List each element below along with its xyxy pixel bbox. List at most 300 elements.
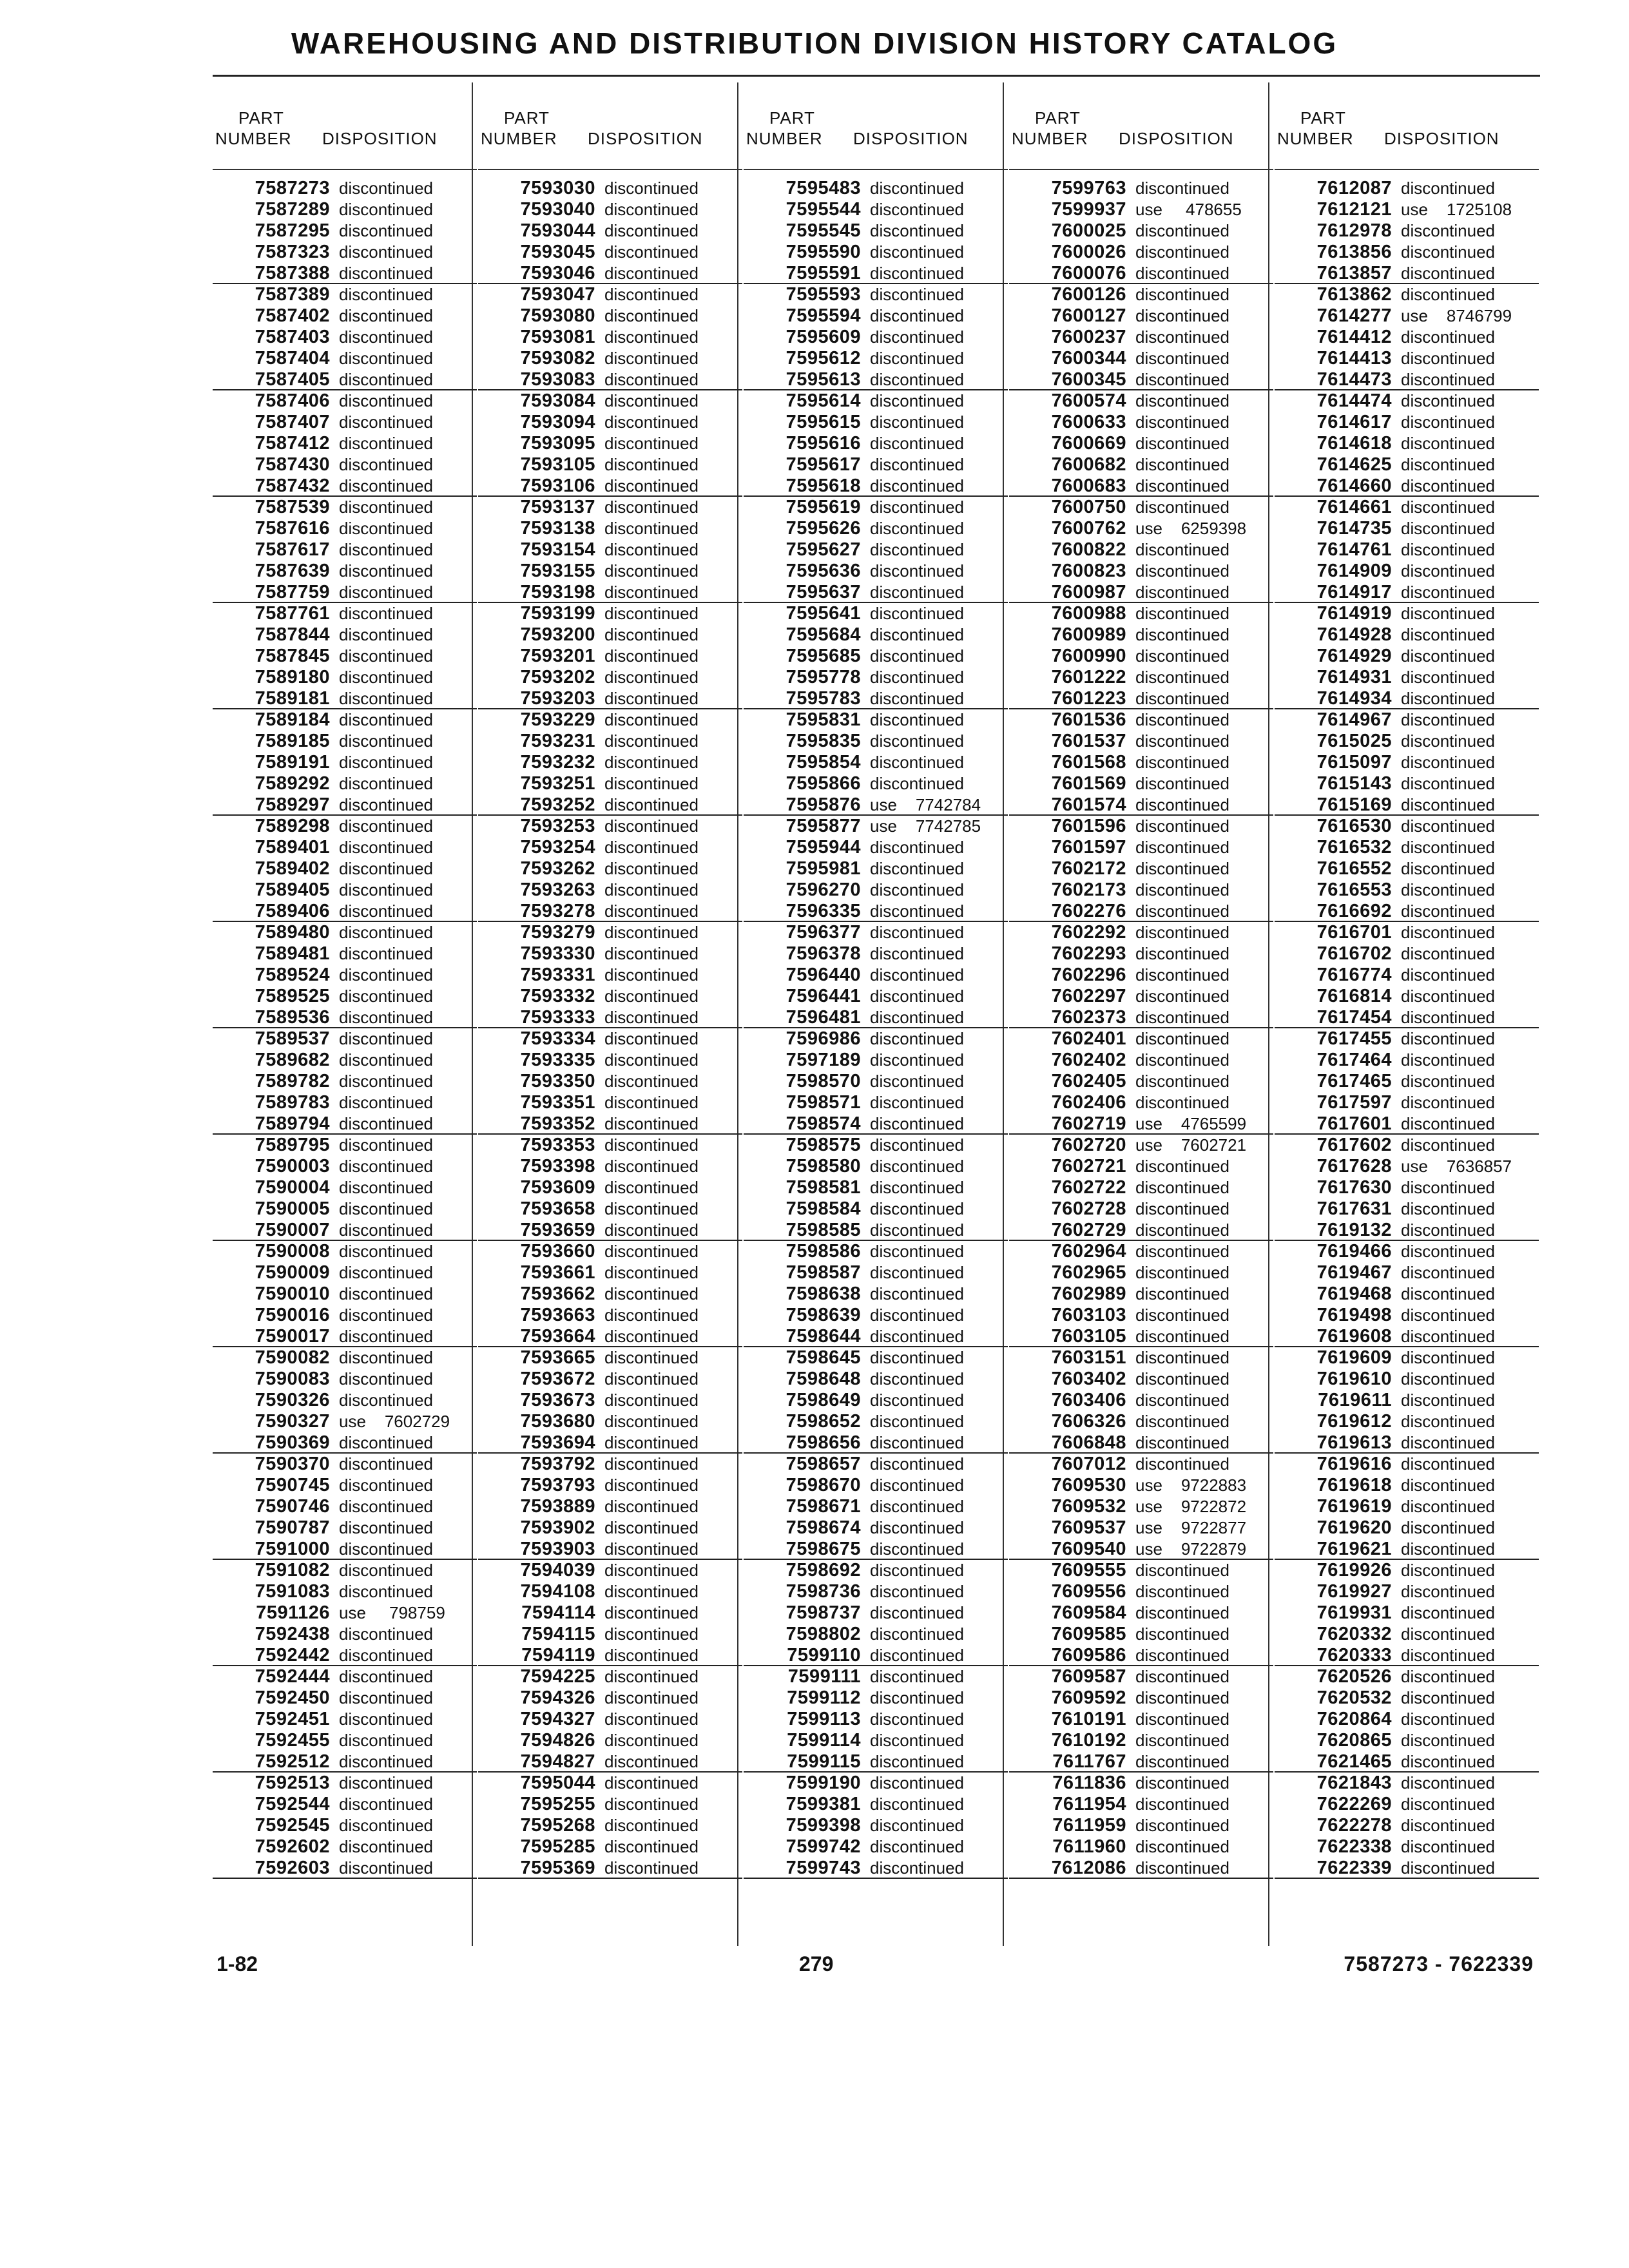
disposition: discontinued — [870, 923, 964, 942]
table-row — [1275, 837, 1539, 858]
part-number: 7620332 — [1316, 1624, 1392, 1644]
table-row — [1009, 1007, 1273, 1028]
table-row — [1009, 1624, 1273, 1645]
table-row — [1275, 178, 1539, 199]
table-row — [478, 1283, 742, 1305]
disposition: discontinued — [604, 838, 699, 857]
part-number: 7613862 — [1316, 284, 1392, 305]
disposition: discontinued — [870, 1008, 964, 1027]
table-row — [478, 1773, 742, 1794]
table-row — [1009, 1028, 1273, 1050]
table-row — [213, 965, 477, 986]
part-number: 7593137 — [520, 497, 595, 517]
table-row — [1275, 1709, 1539, 1730]
part-number: 7589536 — [255, 1007, 330, 1028]
table-row — [744, 1709, 1008, 1730]
disposition: discontinued — [870, 476, 964, 495]
part-number: 7611836 — [1052, 1773, 1126, 1793]
table-row — [1275, 603, 1539, 624]
table-row — [1009, 412, 1273, 433]
part-number: 7600633 — [1051, 412, 1126, 432]
disposition: discontinued — [339, 816, 433, 836]
catalog-column — [1275, 82, 1539, 1878]
disposition: discontinued — [1401, 1539, 1495, 1559]
part-number: 7591083 — [255, 1581, 330, 1602]
disposition: discontinued — [339, 923, 433, 942]
part-number: 7598571 — [786, 1092, 861, 1113]
disposition: discontinued — [870, 242, 964, 262]
part-number: 7591082 — [255, 1560, 330, 1581]
table-row — [744, 901, 1008, 922]
part-number: 7614473 — [1316, 369, 1392, 390]
part-number: 7595614 — [786, 390, 861, 411]
disposition: use 798759 — [339, 1603, 445, 1622]
disposition: discontinued — [870, 455, 964, 474]
disposition: discontinued — [1401, 816, 1495, 836]
part-number: 7598652 — [786, 1411, 861, 1432]
part-number: 7593694 — [520, 1432, 595, 1453]
disposition: discontinued — [1135, 1050, 1229, 1070]
disposition: discontinued — [870, 1688, 964, 1707]
table-row — [1009, 518, 1273, 539]
table-row — [1275, 1305, 1539, 1326]
part-number: 7602406 — [1051, 1092, 1126, 1113]
disposition: discontinued — [339, 1369, 433, 1389]
part-number: 7602989 — [1051, 1283, 1126, 1304]
disposition: discontinued — [1401, 391, 1495, 410]
table-row — [744, 624, 1008, 646]
disposition: use 7602721 — [1135, 1135, 1247, 1155]
disposition: discontinued — [339, 1858, 433, 1878]
table-row — [744, 1241, 1008, 1262]
table-row — [478, 1028, 742, 1050]
disposition: discontinued — [604, 1731, 699, 1750]
disposition: discontinued — [339, 370, 433, 389]
part-number: 7597189 — [786, 1050, 861, 1070]
table-row — [213, 476, 477, 497]
table-row — [478, 1709, 742, 1730]
table-row — [213, 1347, 477, 1369]
disposition: discontinued — [1401, 923, 1495, 942]
disposition: discontinued — [339, 476, 433, 495]
part-number: 7600990 — [1051, 646, 1126, 666]
part-number: 7616692 — [1316, 901, 1392, 921]
table-row — [213, 454, 477, 476]
header-rule — [1275, 169, 1539, 170]
part-number: 7600822 — [1051, 539, 1126, 560]
disposition: discontinued — [339, 1709, 433, 1729]
part-number: 7619608 — [1316, 1326, 1392, 1347]
part-number: 7602297 — [1051, 986, 1126, 1006]
disposition: discontinued — [1401, 1412, 1495, 1431]
table-row — [478, 1390, 742, 1411]
disposition: discontinued — [1401, 774, 1495, 793]
table-row — [744, 1773, 1008, 1794]
part-number: 7599742 — [786, 1836, 861, 1857]
table-row — [478, 1730, 742, 1751]
part-number: 7593278 — [520, 901, 595, 921]
part-number: 7593889 — [520, 1496, 595, 1517]
disposition: discontinued — [1401, 412, 1495, 432]
disposition: discontinued — [870, 1646, 964, 1665]
table-row — [1275, 752, 1539, 773]
part-number: 7600669 — [1051, 433, 1126, 454]
table-row — [744, 816, 1008, 837]
disposition: discontinued — [339, 625, 433, 644]
part-number: 7593333 — [520, 1007, 595, 1028]
disposition: discontinued — [1401, 1603, 1495, 1622]
part-number: 7602293 — [1051, 943, 1126, 964]
table-row — [478, 731, 742, 752]
table-row — [1009, 1836, 1273, 1858]
table-row — [213, 1454, 477, 1475]
table-row — [478, 1602, 742, 1624]
table-row — [1009, 901, 1273, 922]
part-number: 7587845 — [255, 646, 330, 666]
disposition: discontinued — [1135, 455, 1229, 474]
part-number: 7593252 — [520, 794, 595, 815]
disposition: discontinued — [1135, 561, 1229, 581]
part-number: 7593154 — [520, 539, 595, 560]
disposition: discontinued — [604, 1561, 699, 1580]
row-list — [1275, 178, 1539, 1879]
disposition: discontinued — [604, 795, 699, 814]
table-row — [1009, 1135, 1273, 1156]
catalog-table — [213, 82, 1547, 1946]
disposition: discontinued — [339, 1220, 433, 1240]
table-row — [213, 1773, 477, 1794]
table-row — [478, 412, 742, 433]
disposition: discontinued — [604, 1220, 699, 1240]
part-number: 7612087 — [1316, 178, 1392, 198]
table-row — [478, 1517, 742, 1539]
table-row — [1275, 646, 1539, 667]
disposition: discontinued — [1135, 1646, 1229, 1665]
part-number: 7603406 — [1051, 1390, 1126, 1410]
part-number: 7600345 — [1051, 369, 1126, 390]
part-number: 7602964 — [1051, 1241, 1126, 1262]
disposition-header: DISPOSITION — [853, 129, 969, 148]
table-row — [1275, 1028, 1539, 1050]
part-number: 7602729 — [1051, 1220, 1126, 1240]
part-number: 7595044 — [520, 1773, 595, 1793]
disposition: use 7742785 — [870, 816, 981, 836]
disposition: discontinued — [870, 1816, 964, 1835]
disposition: discontinued — [1135, 412, 1229, 432]
part-number: 7589794 — [255, 1113, 330, 1134]
table-row — [478, 858, 742, 879]
disposition: discontinued — [339, 1135, 433, 1155]
part-number: 7615025 — [1316, 731, 1392, 751]
disposition: discontinued — [604, 668, 699, 687]
table-row — [744, 1347, 1008, 1369]
table-row — [1275, 242, 1539, 263]
part-number: 7596481 — [786, 1007, 861, 1028]
part-number: 7593229 — [520, 709, 595, 730]
disposition: discontinued — [604, 1454, 699, 1474]
table-row — [744, 1071, 1008, 1092]
disposition: discontinued — [870, 1539, 964, 1559]
disposition: discontinued — [1401, 1327, 1495, 1346]
table-row — [744, 922, 1008, 943]
part-number: 7589782 — [255, 1071, 330, 1091]
disposition: discontinued — [604, 434, 699, 453]
table-row — [1275, 1262, 1539, 1283]
disposition: discontinued — [1401, 1475, 1495, 1495]
number-header: NUMBER — [1012, 129, 1088, 148]
header-rule — [1009, 169, 1273, 170]
table-row — [1009, 199, 1273, 220]
table-row — [1009, 1794, 1273, 1815]
table-row — [1009, 1666, 1273, 1687]
table-row — [744, 1262, 1008, 1283]
table-row — [1275, 305, 1539, 327]
part-number: 7593253 — [520, 816, 595, 836]
part-number: 7599763 — [1051, 178, 1126, 198]
table-row — [213, 1496, 477, 1517]
part-number: 7601574 — [1051, 794, 1126, 815]
part-number: 7593279 — [520, 922, 595, 943]
disposition: discontinued — [870, 434, 964, 453]
table-row — [478, 539, 742, 561]
table-row — [478, 1454, 742, 1475]
disposition: discontinued — [339, 1390, 433, 1410]
part-number: 7595981 — [786, 858, 861, 879]
table-row — [1009, 1751, 1273, 1773]
disposition: discontinued — [604, 1497, 699, 1516]
disposition: discontinued — [604, 859, 699, 878]
part-number: 7593040 — [520, 199, 595, 220]
part-number: 7595617 — [786, 454, 861, 475]
part-number: 7619613 — [1316, 1432, 1392, 1453]
part-number: 7602728 — [1051, 1198, 1126, 1219]
part-number: 7592451 — [255, 1709, 330, 1729]
table-row — [213, 1709, 477, 1730]
part-number: 7598581 — [786, 1177, 861, 1198]
disposition: discontinued — [1401, 965, 1495, 985]
table-row — [478, 582, 742, 603]
disposition: discontinued — [1135, 1433, 1229, 1452]
disposition: discontinued — [1135, 349, 1229, 368]
table-row — [213, 1517, 477, 1539]
disposition: discontinued — [604, 242, 699, 262]
part-number: 7611959 — [1052, 1815, 1126, 1836]
part-number: 7590009 — [255, 1262, 330, 1283]
disposition: discontinued — [1401, 1582, 1495, 1601]
part-number: 7622339 — [1316, 1858, 1392, 1878]
part-number: 7609540 — [1051, 1539, 1126, 1559]
table-row — [1009, 667, 1273, 688]
table-row — [744, 518, 1008, 539]
disposition: discontinued — [1401, 1093, 1495, 1112]
table-row — [478, 433, 742, 454]
disposition: use 7636857 — [1401, 1157, 1512, 1176]
table-row — [1009, 773, 1273, 794]
table-row — [744, 1624, 1008, 1645]
row-list — [1009, 178, 1273, 1879]
disposition: discontinued — [339, 349, 433, 368]
disposition: discontinued — [1401, 1220, 1495, 1240]
table-row — [1009, 794, 1273, 816]
part-number: 7614413 — [1316, 348, 1392, 369]
disposition: discontinued — [339, 497, 433, 517]
table-row — [744, 1411, 1008, 1432]
table-row — [213, 433, 477, 454]
disposition: discontinued — [1401, 561, 1495, 581]
part-number: 7593659 — [520, 1220, 595, 1240]
part-number: 7587389 — [255, 284, 330, 305]
part-number: 7616701 — [1316, 922, 1392, 943]
part-number: 7593199 — [520, 603, 595, 624]
part-number: 7587844 — [255, 624, 330, 645]
disposition: use 1725108 — [1401, 200, 1512, 219]
table-row — [478, 1071, 742, 1092]
table-row — [1009, 1071, 1273, 1092]
part-number: 7596335 — [786, 901, 861, 921]
disposition: use 9722883 — [1135, 1475, 1247, 1495]
table-row — [1009, 1411, 1273, 1432]
table-row — [478, 922, 742, 943]
part-number: 7593080 — [520, 305, 595, 326]
part-number: 7592442 — [255, 1645, 330, 1666]
disposition: discontinued — [870, 901, 964, 921]
table-row — [1009, 348, 1273, 369]
table-row — [1275, 1475, 1539, 1496]
part-number: 7614660 — [1316, 476, 1392, 496]
disposition: discontinued — [604, 1752, 699, 1771]
table-row — [213, 305, 477, 327]
table-row — [1275, 965, 1539, 986]
table-row — [1009, 476, 1273, 497]
table-row — [478, 1581, 742, 1602]
table-row — [478, 1305, 742, 1326]
disposition: discontinued — [1401, 838, 1495, 857]
disposition: discontinued — [1135, 689, 1229, 708]
part-number: 7617455 — [1316, 1028, 1392, 1049]
part-number: 7609530 — [1051, 1475, 1126, 1495]
part-number: 7603105 — [1051, 1326, 1126, 1347]
part-number: 7593658 — [520, 1198, 595, 1219]
part-number: 7599743 — [786, 1858, 861, 1878]
table-row — [478, 1050, 742, 1071]
table-row — [478, 709, 742, 731]
table-row — [478, 369, 742, 390]
disposition: discontinued — [604, 327, 699, 347]
disposition: discontinued — [1135, 1220, 1229, 1240]
part-number: 7598639 — [786, 1305, 861, 1325]
disposition: discontinued — [1401, 1135, 1495, 1155]
part-number: 7611767 — [1052, 1751, 1126, 1772]
table-row — [1009, 816, 1273, 837]
disposition: discontinued — [1401, 1114, 1495, 1133]
table-row — [1275, 1454, 1539, 1475]
part-number: 7609584 — [1051, 1602, 1126, 1623]
disposition: discontinued — [870, 1348, 964, 1367]
part-number: 7616814 — [1316, 986, 1392, 1006]
disposition: discontinued — [604, 689, 699, 708]
part-number: 7615143 — [1316, 773, 1392, 794]
disposition: discontinued — [1135, 1242, 1229, 1261]
table-row — [1275, 1283, 1539, 1305]
table-row — [744, 646, 1008, 667]
part-number: 7619616 — [1316, 1454, 1392, 1474]
disposition: discontinued — [339, 1072, 433, 1091]
table-row — [1275, 1730, 1539, 1751]
catalog-column — [213, 82, 477, 1878]
table-row — [1275, 1836, 1539, 1858]
table-row — [744, 369, 1008, 390]
disposition-header: DISPOSITION — [588, 129, 703, 148]
disposition: discontinued — [604, 561, 699, 581]
table-row — [213, 1687, 477, 1709]
table-row — [1275, 1071, 1539, 1092]
part-number: 7614928 — [1316, 624, 1392, 645]
disposition: discontinued — [604, 285, 699, 304]
disposition: discontinued — [604, 880, 699, 899]
part-number: 7593095 — [520, 433, 595, 454]
table-row — [744, 1198, 1008, 1220]
part-number: 7600237 — [1051, 327, 1126, 347]
part-number: 7595285 — [520, 1836, 595, 1857]
part-number: 7598648 — [786, 1369, 861, 1389]
disposition: discontinued — [604, 923, 699, 942]
column-header — [1009, 82, 1273, 168]
disposition: discontinued — [604, 1284, 699, 1303]
table-row — [744, 1858, 1008, 1879]
part-number: 7596986 — [786, 1028, 861, 1049]
disposition: use 9722879 — [1135, 1539, 1247, 1559]
table-row — [478, 1560, 742, 1581]
table-row — [1009, 603, 1273, 624]
table-row — [213, 199, 477, 220]
table-row — [744, 284, 1008, 305]
table-row — [478, 752, 742, 773]
disposition: discontinued — [870, 285, 964, 304]
part-number: 7593231 — [520, 731, 595, 751]
table-row — [478, 348, 742, 369]
table-row — [744, 1475, 1008, 1496]
part-number: 7595593 — [786, 284, 861, 305]
table-row — [744, 709, 1008, 731]
part-number: 7595831 — [786, 709, 861, 730]
table-row — [744, 1007, 1008, 1028]
part-number: 7594039 — [520, 1560, 595, 1581]
part-number: 7587617 — [255, 539, 330, 560]
part-number: 7589783 — [255, 1092, 330, 1113]
part-number: 7593334 — [520, 1028, 595, 1049]
disposition: discontinued — [870, 880, 964, 899]
part-number: 7600987 — [1051, 582, 1126, 602]
disposition: discontinued — [870, 1858, 964, 1878]
part-number: 7595626 — [786, 518, 861, 539]
table-row — [213, 539, 477, 561]
disposition: discontinued — [870, 1709, 964, 1729]
part-number: 7619618 — [1316, 1475, 1392, 1495]
table-row — [478, 1220, 742, 1241]
table-row — [1009, 1347, 1273, 1369]
table-row — [478, 624, 742, 646]
row-list — [478, 178, 742, 1879]
table-row — [1275, 1666, 1539, 1687]
part-number: 7602401 — [1051, 1028, 1126, 1049]
catalog-column — [1009, 82, 1273, 1878]
table-row — [213, 242, 477, 263]
part-number: 7593353 — [520, 1135, 595, 1155]
part-number: 7615097 — [1316, 752, 1392, 773]
disposition: discontinued — [604, 1178, 699, 1197]
disposition: discontinued — [339, 1327, 433, 1346]
part-number: 7590326 — [255, 1390, 330, 1410]
